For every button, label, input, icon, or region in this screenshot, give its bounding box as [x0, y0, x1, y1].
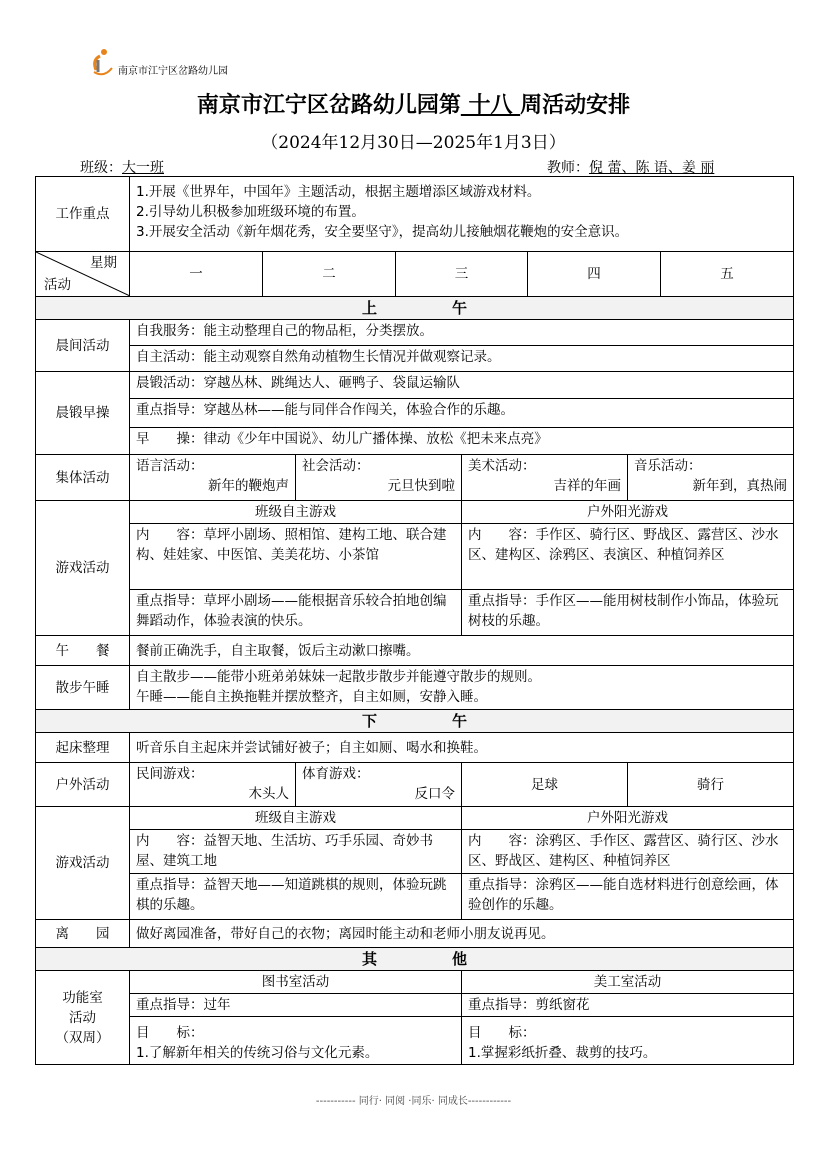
games-focus-row — [36, 590, 794, 636]
group-cell-art: 美术活动： 吉祥的年画 — [462, 455, 628, 501]
room-goal-row — [36, 1017, 794, 1065]
outdoor-cell-folk: 民间游戏： 木头人 — [130, 763, 296, 807]
arrival-row — [36, 320, 794, 372]
section-afternoon: 下 午 — [36, 710, 794, 733]
games-left-focus: 重点指导：草坪小剧场——能根据音乐较合拍地创编舞蹈动作，体验表演的快乐。 — [130, 590, 462, 636]
teacher-info: 教师：倪 蕾、陈 语、姜 丽 — [547, 160, 715, 176]
exercise-line: 早 操：律动《少年中国说》、幼儿广播体操、放松《把未来点亮》 — [136, 431, 548, 447]
library-goal: 目 标： 1.了解新年相关的传统习俗与文化元素。 — [130, 1017, 462, 1065]
outdoor-cell-riding: 骑行 — [628, 763, 794, 807]
pm-games-left-content: 内 容：益智天地、生活坊、巧手乐园、奇妙书屋、建筑工地 — [130, 830, 462, 874]
week-number: 十八 — [460, 92, 521, 118]
games-right-title: 户外阳光游戏 — [462, 501, 794, 524]
games-right-content: 内 容：手作区、骑行区、野战区、露营区、沙水区、建构区、涂鸦区、表演区、种植饲养区 — [462, 524, 794, 590]
wake-label: 起床整理 — [36, 733, 130, 763]
pm-games-right-content: 内 容：涂鸦区、手作区、露营区、骑行区、沙水区、野战区、建构区、种植饲养区 — [462, 830, 794, 874]
wake-text: 听音乐自主起床并尝试铺好被子；自主如厕、喝水和换鞋。 — [130, 733, 794, 763]
lunch-text: 餐前正确洗手，自主取餐，饭后主动漱口擦嘴。 — [130, 636, 794, 666]
logo-text: 南京市江宁区岔路幼儿园 — [118, 65, 228, 77]
section-other: 其 他 — [36, 948, 794, 971]
games-left-content: 内 容：草坪小剧场、照相馆、建构工地、联合建构、娃娃家、中医馆、美美花坊、小茶馆 — [130, 524, 462, 590]
pm-games-label: 游戏活动 — [36, 807, 130, 920]
weekday-tue: 二 — [263, 252, 396, 297]
class-name: 大一班 — [122, 160, 164, 176]
section-morning: 上 午 — [36, 297, 794, 320]
weekday-fri: 五 — [661, 252, 794, 297]
games-title-row — [36, 501, 794, 524]
weekday-corner: 星期 活动 — [36, 252, 130, 297]
games-content-row — [36, 524, 794, 590]
kindergarten-logo — [88, 44, 228, 80]
nap-row — [36, 666, 794, 710]
pm-games-focus-row — [36, 874, 794, 920]
class-info: 班级：大一班 — [80, 160, 164, 176]
pm-games-left-title: 班级自主游戏 — [130, 807, 462, 830]
arrival-line: 自我服务：能主动整理自己的物品柜，分类摆放。 — [130, 320, 793, 346]
group-label: 集体活动 — [36, 455, 130, 501]
focus-label: 工作重点 — [36, 177, 130, 252]
games-left-title: 班级自主游戏 — [130, 501, 462, 524]
outdoor-cell-sport: 体育游戏： 反口令 — [296, 763, 462, 807]
pm-games-left-focus: 重点指导：益智天地——知道跳棋的规则，体验玩跳棋的乐趣。 — [130, 874, 462, 920]
outdoor-cell-football: 足球 — [462, 763, 628, 807]
exercise-label: 晨锻早操 — [36, 372, 130, 455]
date-range: （2024年12月30日—2025年1月3日） — [261, 133, 566, 153]
artroom-title: 美工室活动 — [462, 971, 794, 994]
pm-games-content-row — [36, 830, 794, 874]
outdoor-label: 户外活动 — [36, 763, 130, 807]
footer-slogan: ----------- 同行· 同阅 ·同乐· 同成长------------ — [315, 1096, 512, 1107]
focus-row — [36, 177, 794, 252]
wake-row — [36, 733, 794, 763]
room-focus-row — [36, 994, 794, 1017]
group-cell-social: 社会活动： 元旦快到啦 — [296, 455, 462, 501]
pm-games-title-row — [36, 807, 794, 830]
pm-games-right-focus: 重点指导：涂鸦区——能自选材料进行创意绘画，体验创作的乐趣。 — [462, 874, 794, 920]
artroom-goal: 目 标： 1.掌握彩纸折叠、裁剪的技巧。 — [462, 1017, 794, 1065]
library-focus: 重点指导：过年 — [130, 994, 462, 1017]
focus-content — [130, 177, 794, 252]
logo-icon — [88, 46, 116, 78]
focus-item: 2.引导幼儿积极参加班级环境的布置。 — [136, 204, 365, 220]
outdoor-row — [36, 763, 794, 807]
group-row — [36, 455, 794, 501]
weekday-thu: 四 — [528, 252, 661, 297]
room-label: 功能室 活动 （双周） — [36, 971, 130, 1065]
games-label: 游戏活动 — [36, 501, 130, 636]
focus-item: 3.开展安全活动《新年烟花秀，安全要坚守》，提高幼儿接触烟花鞭炮的安全意识。 — [136, 224, 629, 240]
weekday-row — [36, 252, 794, 297]
teacher-names: 倪 蕾、陈 语、姜 丽 — [589, 160, 715, 176]
nap-line: 午睡——能自主换拖鞋并摆放整齐，自主如厕，安静入睡。 — [136, 689, 487, 705]
page-title: 南京市江宁区岔路幼儿园第 十八 周活动安排 — [196, 92, 631, 118]
leave-row — [36, 920, 794, 948]
exercise-line: 重点指导：穿越丛林——能与同伴合作闯关，体验合作的乐趣。 — [130, 399, 793, 428]
library-title: 图书室活动 — [130, 971, 462, 994]
lunch-label: 午 餐 — [36, 636, 130, 666]
room-title-row — [36, 971, 794, 994]
weekday-wed: 三 — [396, 252, 528, 297]
exercise-row — [36, 372, 794, 455]
arrival-label: 晨间活动 — [36, 320, 130, 372]
leave-label: 离 园 — [36, 920, 130, 948]
group-cell-language: 语言活动： 新年的鞭炮声 — [130, 455, 296, 501]
artroom-focus: 重点指导：剪纸窗花 — [462, 994, 794, 1017]
arrival-line: 自主活动：能主动观察自然角动植物生长情况并做观察记录。 — [136, 349, 501, 365]
leave-text: 做好离园准备，带好自己的衣物；离园时能主动和老师小朋友说再见。 — [130, 920, 794, 948]
group-cell-music: 音乐活动： 新年到，真热闹 — [628, 455, 794, 501]
games-right-focus: 重点指导：手作区——能用树枝制作小饰品，体验玩树枝的乐趣。 — [462, 590, 794, 636]
exercise-line: 晨锻活动：穿越丛林、跳绳达人、砸鸭子、袋鼠运输队 — [130, 372, 793, 399]
nap-line: 自主散步——能带小班弟弟妹妹一起散步散步并能遵守散步的规则。 — [136, 669, 541, 685]
nap-label: 散步午睡 — [36, 666, 130, 710]
focus-item: 1.开展《世界年，中国年》主题活动，根据主题增添区域游戏材料。 — [136, 184, 541, 200]
pm-games-right-title: 户外阳光游戏 — [462, 807, 794, 830]
schedule-table — [35, 176, 794, 1065]
weekday-mon: 一 — [130, 252, 263, 297]
lunch-row — [36, 636, 794, 666]
